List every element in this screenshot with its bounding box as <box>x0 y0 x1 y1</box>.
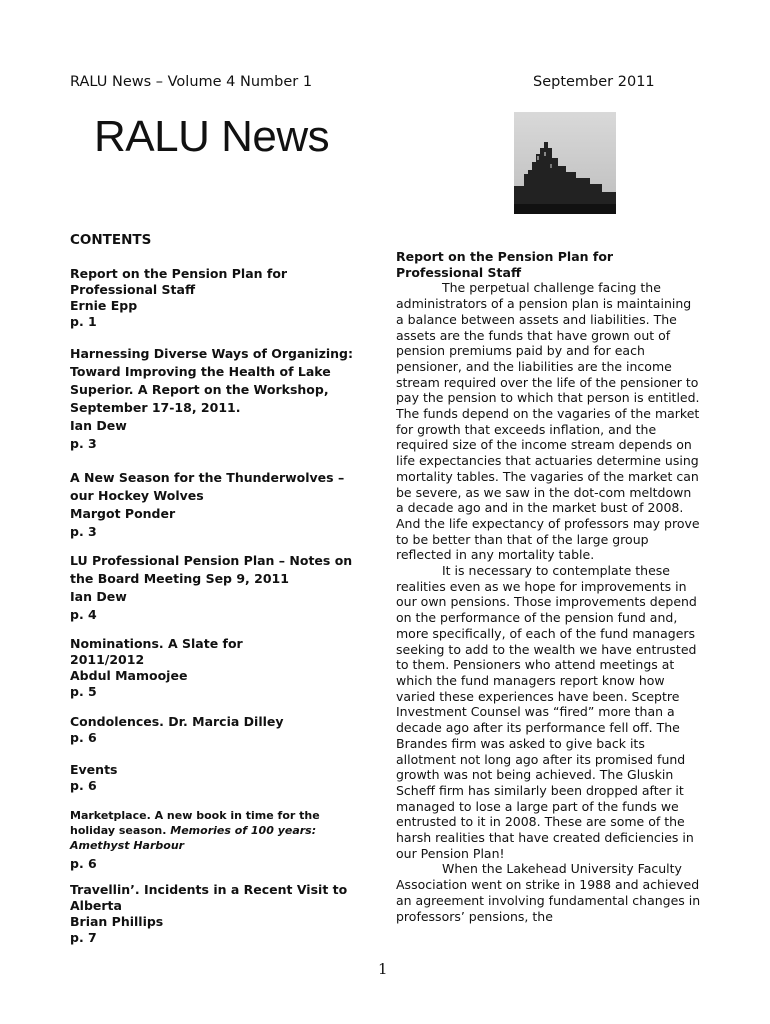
page-number: 1 <box>378 960 388 978</box>
article-paragraph: The perpetual challenge facing the administrators of a pension plan is maintaining a balance between assets and liabilities. The assets are the funds that have grown out of pension premiums paid by and for each pensioner, and the liabilities are the income stream required over the life of the pensioner to pay the pension to which that person is entitled. The funds depend on the vagaries of the market for growth that exceeds inflation, and the required size of the income stream depends on life expectancies that actuaries determine using mortality tables. The vagaries of the market can be severe, as we saw in the dot-com meltdown a decade ago and in the market bust of 2008. And the life expectancy of professors may prove to be better than that of the large group reflected in any mortality table. <box>396 280 700 563</box>
article-title-line: Professional Staff <box>396 264 522 280</box>
contents-entry[interactable] <box>70 808 370 871</box>
running-header-title: RALU News – Volume 4 Number 1 <box>70 74 313 90</box>
entry-line-plain: holiday season. <box>70 824 171 837</box>
entry-line: Superior. A Report on the Workshop, <box>70 382 329 397</box>
article-paragraph: When the Lakehead University Faculty Association went on strike in 1988 and achieved an agreement involving fundamental changes in professors’ pensions, the <box>396 861 701 924</box>
contents-entry[interactable] <box>70 762 370 794</box>
contents-entry[interactable] <box>70 714 370 746</box>
entry-page: p. 7 <box>70 930 97 945</box>
entry-line: A New Season for the Thunderwolves – <box>70 470 345 485</box>
book-title-continued: Amethyst Harbour <box>70 839 185 852</box>
contents-entry[interactable] <box>70 552 370 624</box>
entry-author: Margot Ponder <box>70 506 176 521</box>
article-paragraph: It is necessary to contemplate these realities even as we hope for improvements in our own pensions. Those improvements depend on the performance of the pension fund and, more specifically, of each of the fund managers seeking to add to the wealth we have entrusted to them. Pensioners who attend meetings at which the fund managers report know how varied these experiences have been. Sceptre Investment Counsel was “fired” more than a decade ago after its performance fell off. The Brandes firm was asked to give back its allotment not long ago after its promised fund growth was not being achieved. The Gluskin Scheff firm has similarly been dropped after it managed to lose a large part of the funds we entrusted to it in 2008. These are some of the harsh realities that have created deficiencies in our Pension Plan! <box>396 563 697 861</box>
masthead-title: RALU News <box>94 112 330 161</box>
entry-line <box>70 823 370 838</box>
entry-line: September 17-18, 2011. <box>70 400 241 415</box>
entry-line: Marketplace. A new book in time for the <box>70 809 320 822</box>
entry-page: p. 1 <box>70 314 97 329</box>
entry-author: Ernie Epp <box>70 298 138 313</box>
entry-page: p. 6 <box>70 730 97 745</box>
entry-author: Brian Phillips <box>70 914 164 929</box>
entry-line: Report on the Pension Plan for <box>70 266 288 281</box>
entry-page: p. 5 <box>70 684 97 699</box>
contents-entry[interactable] <box>70 266 370 330</box>
entry-page: p. 6 <box>70 856 97 871</box>
entry-line: Nominations. A Slate for <box>70 636 243 651</box>
book-title: Memories of 100 years: <box>170 824 317 837</box>
entry-line: Alberta <box>70 898 122 913</box>
entry-line: Condolences. Dr. Marcia Dilley <box>70 714 284 729</box>
contents-entry[interactable] <box>70 469 370 541</box>
building-silhouette-photo <box>514 112 616 214</box>
article-title-line: Report on the Pension Plan for <box>396 249 614 264</box>
contents-entry[interactable] <box>70 882 370 946</box>
entry-line: LU Professional Pension Plan – Notes on <box>70 553 353 568</box>
contents-entry[interactable] <box>70 636 370 700</box>
entry-line: Harnessing Diverse Ways of Organizing: <box>70 346 353 361</box>
contents-entry[interactable] <box>70 345 370 453</box>
entry-line: the Board Meeting Sep 9, 2011 <box>70 571 289 586</box>
running-header-date: September 2011 <box>533 74 655 90</box>
entry-line: Events <box>70 762 118 777</box>
entry-line: our Hockey Wolves <box>70 488 204 503</box>
entry-page: p. 4 <box>70 607 97 622</box>
entry-author: Ian Dew <box>70 418 127 433</box>
entry-line: 2011/2012 <box>70 652 145 667</box>
entry-page: p. 6 <box>70 778 97 793</box>
entry-author: Abdul Mamoojee <box>70 668 188 683</box>
entry-page: p. 3 <box>70 524 97 539</box>
entry-line: Toward Improving the Health of Lake <box>70 364 331 379</box>
entry-page: p. 3 <box>70 436 97 451</box>
article-pension-report <box>396 249 701 924</box>
entry-author: Ian Dew <box>70 589 127 604</box>
entry-line: Travellin’. Incidents in a Recent Visit to <box>70 882 348 897</box>
entry-line: Professional Staff <box>70 282 196 297</box>
contents-heading: CONTENTS <box>70 232 152 248</box>
